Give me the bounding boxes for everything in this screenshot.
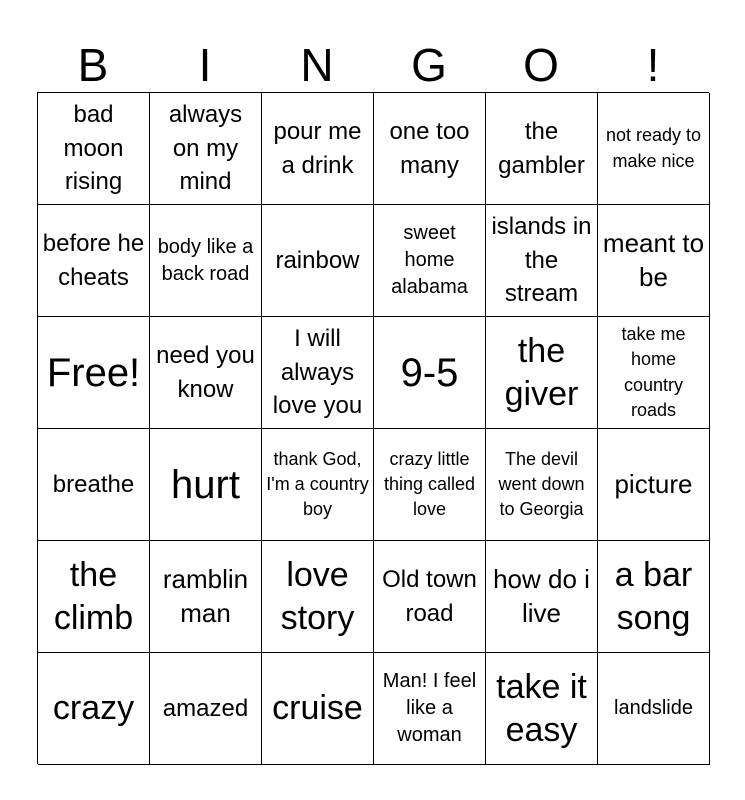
bingo-cell[interactable]	[374, 317, 486, 429]
bingo-cell[interactable]	[150, 317, 262, 429]
bingo-card-grid	[37, 92, 709, 764]
cell-text: crazy	[52, 689, 135, 728]
header-letter-g: G	[411, 39, 447, 91]
header-letter-o: O	[523, 39, 559, 91]
bingo-cell[interactable]	[262, 205, 374, 317]
cell-text: love story	[280, 556, 355, 637]
bingo-header	[37, 38, 709, 92]
cell-text: how do i live	[493, 563, 590, 628]
cell-text: sweet home alabama	[391, 222, 468, 298]
bingo-cell[interactable]	[374, 93, 486, 205]
cell-text: Old town road	[382, 565, 477, 627]
bingo-cell[interactable]	[486, 93, 598, 205]
cell-text: cruise	[272, 689, 363, 728]
cell-text: Man! I feel like a woman	[382, 670, 477, 746]
bingo-cell[interactable]	[262, 93, 374, 205]
bingo-cell[interactable]	[38, 93, 150, 205]
cell-text: ramblin man	[162, 563, 249, 628]
bingo-cell[interactable]	[150, 205, 262, 317]
cell-text: before he cheats	[42, 229, 145, 291]
cell-text: I will always love you	[272, 325, 363, 420]
cell-text: body like a back road	[157, 235, 254, 285]
bingo-cell[interactable]	[598, 541, 710, 653]
bingo-cell[interactable]	[486, 541, 598, 653]
cell-text: breathe	[52, 470, 135, 498]
bingo-cell[interactable]	[262, 317, 374, 429]
cell-text: bad moon rising	[63, 101, 124, 196]
cell-text: landslide	[614, 697, 693, 719]
cell-text: the climb	[53, 556, 134, 637]
bingo-cell[interactable]	[486, 205, 598, 317]
cell-text: the giver	[504, 332, 579, 413]
bingo-cell[interactable]	[38, 429, 150, 541]
bingo-cell[interactable]	[486, 653, 598, 765]
cell-text: islands in the stream	[491, 213, 592, 308]
cell-text: The devil went down to Georgia	[498, 448, 585, 520]
cell-text: Free!	[46, 350, 141, 395]
bingo-cell[interactable]	[598, 429, 710, 541]
header-letter-i: I	[198, 39, 212, 91]
bingo-cell[interactable]	[598, 205, 710, 317]
cell-text: need you know	[156, 341, 255, 403]
cell-text: the gambler	[498, 117, 585, 179]
cell-text: pour me a drink	[273, 117, 362, 179]
cell-text: a bar song	[614, 556, 693, 637]
cell-text: meant to be	[602, 227, 705, 292]
cell-text: thank God, I'm a country boy	[266, 448, 369, 520]
bingo-cell[interactable]	[262, 429, 374, 541]
cell-text: one too many	[389, 117, 470, 179]
bingo-cell[interactable]	[486, 429, 598, 541]
bingo-cell[interactable]	[38, 541, 150, 653]
header-letter-exclamation: !	[646, 39, 660, 91]
cell-text: amazed	[162, 694, 249, 722]
bingo-cell[interactable]	[262, 541, 374, 653]
cell-text: take me home country roads	[621, 324, 686, 420]
bingo-cell[interactable]	[374, 541, 486, 653]
header-letter-b: B	[77, 39, 109, 91]
bingo-cell[interactable]	[38, 317, 150, 429]
cell-text: not ready to make nice	[605, 125, 702, 171]
bingo-cell[interactable]	[598, 317, 710, 429]
cell-text: hurt	[171, 462, 240, 507]
cell-text: picture	[614, 468, 693, 499]
cell-text: crazy little thing called love	[383, 448, 476, 520]
bingo-cell[interactable]	[598, 93, 710, 205]
cell-text: 9-5	[400, 350, 459, 395]
bingo-cell[interactable]	[598, 653, 710, 765]
bingo-cell[interactable]	[150, 541, 262, 653]
cell-text: rainbow	[275, 246, 360, 274]
cell-text: take it easy	[496, 668, 587, 749]
bingo-cell[interactable]	[262, 653, 374, 765]
header-letter-n: N	[300, 39, 334, 91]
cell-text: always on my mind	[168, 101, 243, 196]
bingo-cell[interactable]	[150, 93, 262, 205]
bingo-cell[interactable]	[374, 429, 486, 541]
bingo-cell[interactable]	[486, 317, 598, 429]
bingo-cell[interactable]	[150, 653, 262, 765]
bingo-cell[interactable]	[150, 429, 262, 541]
bingo-cell[interactable]	[38, 205, 150, 317]
bingo-cell[interactable]	[38, 653, 150, 765]
bingo-cell[interactable]	[374, 205, 486, 317]
bingo-cell[interactable]	[374, 653, 486, 765]
